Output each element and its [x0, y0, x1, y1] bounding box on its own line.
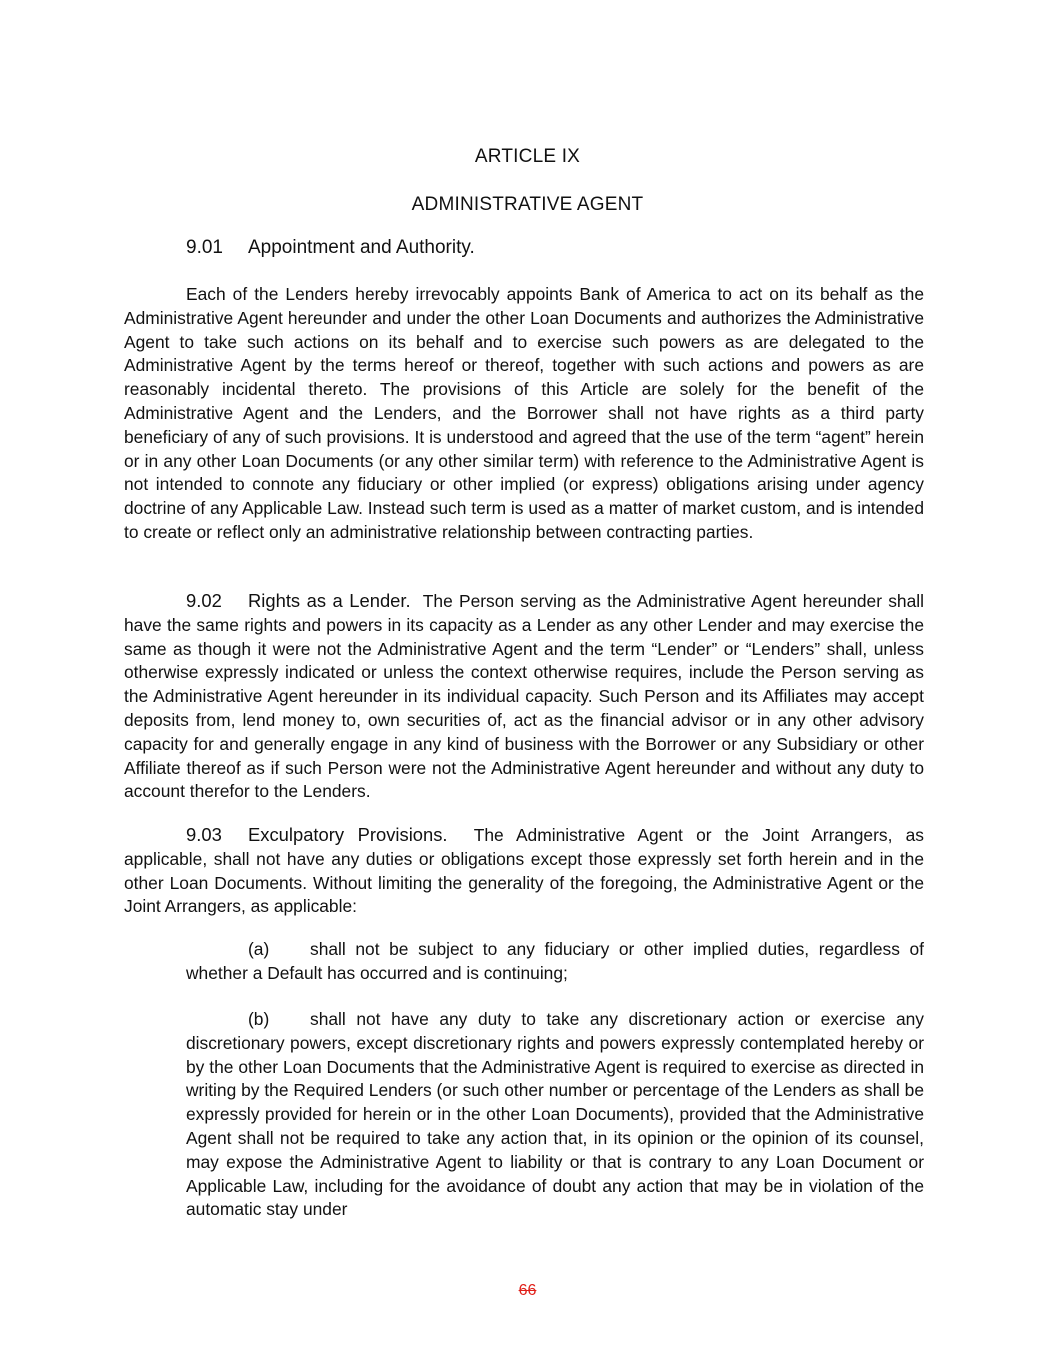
- item-text: shall not have any duty to take any discretionary action or exercise any discretionary powers, except discretionary rights and powers expressly contemplated hereby or by the other Loan Documents that the Administrative Agent is required to exercise as directed in writing by the Required Lenders (or such other number or percentage of the Lenders as shall be expressly provided for herein or in the other Loan Documents), provided that the Administrative Agent shall not be required to take any action that, in its opinion or the opinion of its counsel, may expose the Administrative Agent to liability or that is contrary to any Loan Document or Applicable Law, including for the avoidance of doubt any action that may be in violation of the automatic stay under: [186, 1009, 924, 1220]
- section-901-body: Each of the Lenders hereby irrevocably appoints Bank of America to act on its behalf as the Administrative Agent hereunder and under the other Loan Documents and authorizes the Administrative Agent to take such actions on its behalf and to exercise such powers as are delegated to the Administrative Agent by the terms hereof or thereof, together with such actions and powers as are reasonably incidental thereto. The provisions of this Article are solely for the benefit of the Administrative Agent and the Lenders, and the Borrower shall not have rights as a third party beneficiary of any of such provisions. It is understood and agreed that the use of the term “agent” herein or in any other Loan Documents (or any other similar term) with reference to the Administrative Agent is not intended to connote any fiduciary or other implied (or express) obligations arising under agency doctrine of any Applicable Law. Instead such term is used as a matter of market custom, and is intended to create or reflect only an administrative relationship between contracting parties.: [124, 284, 924, 542]
- page-number: 66: [518, 1282, 537, 1299]
- section-title: Appointment and Authority.: [248, 237, 475, 258]
- list-item: [186, 938, 924, 986]
- item-label: (b): [248, 1009, 270, 1029]
- section-title: Rights as a Lender.: [248, 590, 411, 611]
- article-subtitle: ADMINISTRATIVE AGENT: [411, 194, 644, 215]
- section-number: 9.02: [186, 590, 222, 611]
- article-title: ARTICLE IX: [474, 146, 581, 167]
- item-label: (a): [248, 939, 270, 959]
- item-text: shall not be subject to any fiduciary or other implied duties, regardless of whether a Default has occurred and is continuing;: [186, 939, 924, 983]
- section-number: 9.03: [186, 824, 222, 845]
- section-903-paragraph: [124, 823, 924, 919]
- list-item: [186, 1008, 924, 1222]
- section-title: Exculpatory Provisions.: [248, 824, 448, 845]
- section-901-heading: [186, 237, 475, 259]
- section-902-body: The Person serving as the Administrative Agent hereunder shall have the same rights and powers in its capacity as a Lender as any other Lender and may exercise the same as though it were not the Administrative Agent and the term “Lender” or “Lenders” shall, unless otherwise expressly indicated or unless the context otherwise requires, include the Person serving as the Administrative Agent hereunder in its individual capacity. Such Person and its Affiliates may accept deposits from, lend money to, own securities of, act as the financial advisor or in any other advisory capacity for and generally engage in any kind of business with the Borrower or any Subsidiary or other Affiliate thereof as if such Person were not the Administrative Agent hereunder and without any duty to account therefor to the Lenders.: [124, 591, 924, 802]
- section-902-paragraph: [124, 589, 924, 804]
- section-number: 9.01: [186, 237, 223, 258]
- section-903-body: The Administrative Agent or the Joint Arrangers, as applicable, shall not have any duties or obligations except those expressly set forth herein and in the other Loan Documents. Without limiting the generality of the foregoing, the Administrative Agent or the Joint Arrangers, as applicable:: [124, 825, 924, 917]
